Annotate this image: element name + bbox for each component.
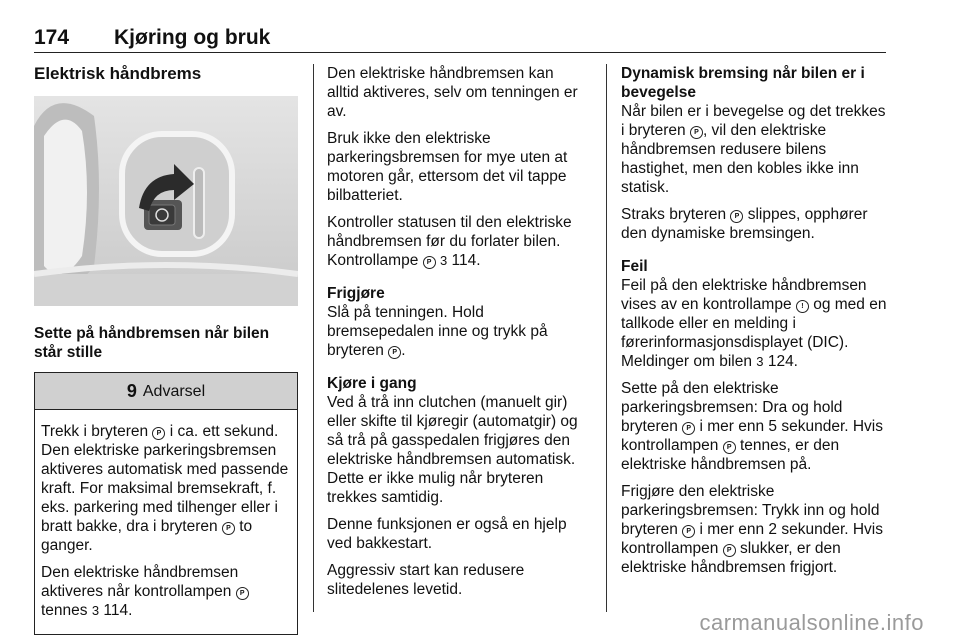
subheading-dynamic-braking: Dynamisk bremsing når bilen er i bevegelse <box>621 65 865 101</box>
column-divider <box>606 64 607 612</box>
warning-text: Trekk i bryteren <box>41 423 149 440</box>
warning-text: i ca. ett sekund. Den elektriske parkeringsbremsen aktiveres automatisk med passende kraft. For maksimal bremsekraft, f. eks. parkering med tilhenger eller i bratt bakke, dra i bryteren <box>41 423 289 535</box>
parking-brake-illustration <box>34 96 298 306</box>
column-right <box>621 64 889 585</box>
parking-brake-icon: P <box>690 126 703 139</box>
figure-caption: Sette på håndbremsen når bilen står stille <box>34 325 270 361</box>
paragraph-text: , vil den elektriske håndbremsen redusere bilens hastighet, men den kobles ikke inn statisk. <box>621 122 859 196</box>
paragraph-text: i mer enn 2 sekunder. Hvis kontrollampen <box>621 521 883 557</box>
parking-brake-icon: P <box>222 522 235 535</box>
paragraph-text: Slå på tenningen. Hold bremsepedalen inne og trykk på bryteren <box>327 304 548 359</box>
paragraph-text: og med en tallkode eller en melding i førerinformasjonsdisplayet (DIC). Meldinger om bilen <box>621 296 887 370</box>
paragraph-text: . <box>401 342 406 359</box>
parking-brake-icon: P <box>423 256 436 269</box>
paragraph <box>327 213 589 270</box>
reference-arrow-icon: 3 <box>439 253 448 268</box>
subheading-fault: Feil <box>621 258 648 275</box>
parking-brake-icon: P <box>682 422 695 435</box>
warning-box <box>34 372 298 635</box>
paragraph <box>621 276 889 371</box>
warning-paragraph <box>41 422 291 555</box>
paragraph <box>327 303 589 360</box>
subheading-drive-off: Kjøre i gang <box>327 375 417 392</box>
parking-brake-icon: P <box>152 427 165 440</box>
column-divider <box>313 64 314 612</box>
warning-paragraph <box>41 563 291 620</box>
page-reference: 124. <box>763 353 798 370</box>
paragraph <box>621 379 889 474</box>
paragraph: Den elektriske håndbremsen kan alltid aktiveres, selv om tenningen er av. <box>327 65 578 120</box>
warning-body <box>35 410 297 634</box>
paragraph-text: Når bilen er i bevegelse og det trekkes i bryteren <box>621 103 886 139</box>
warning-text: to ganger. <box>41 518 253 554</box>
warning-header <box>35 373 297 410</box>
paragraph-text: slippes, opphører den dynamiske bremsingen. <box>621 206 868 242</box>
warning-text: Den elektriske håndbremsen aktiveres når kontrollampen <box>41 564 239 600</box>
paragraph-text: Sette på den elektriske parkeringsbremsen: Dra og hold bryteren <box>621 380 843 435</box>
paragraph-text: i mer enn 5 sekunder. Hvis kontrollampen <box>621 418 883 454</box>
warning-title: Advarsel <box>142 382 206 400</box>
parking-brake-icon: P <box>723 544 736 557</box>
paragraph-text: Frigjøre den elektriske parkeringsbremsen: Trykk inn og hold bryteren <box>621 483 880 538</box>
parking-brake-icon: P <box>682 525 695 538</box>
paragraph: Ved å trå inn clutchen (manuelt gir) eller skifte til kjøregir (automatgir) og så trå på gasspedalen frigjøres den elektriske håndbremsen automatisk. Dette er ikke mulig når bryteren trekkes samtidig. <box>327 394 578 506</box>
chapter-title: Kjøring og bruk <box>114 26 271 49</box>
fault-warning-icon: ! <box>796 300 809 313</box>
watermark: carmanualsonline.info <box>699 610 924 635</box>
paragraph: Aggressiv start kan redusere slitedelenes levetid. <box>327 562 525 598</box>
reference-arrow-icon: 3 <box>756 354 764 369</box>
parking-brake-icon: P <box>236 587 249 600</box>
paragraph-text: slukker, er den elektriske håndbremsen frigjort. <box>621 540 841 576</box>
parking-brake-icon: P <box>730 210 743 223</box>
paragraph-text: tennes, er den elektriske håndbremsen på. <box>621 437 840 473</box>
subheading-release: Frigjøre <box>327 285 385 302</box>
page-header <box>34 26 886 53</box>
page-number: 174 <box>34 26 70 49</box>
paragraph: Bruk ikke den elektriske parkeringsbremsen for mye uten at motoren går, ettersom det vil tappe bilbatteriet. <box>327 130 568 204</box>
section-title: Elektrisk håndbrems <box>34 64 202 83</box>
paragraph: Denne funksjonen er også en hjelp ved bakkestart. <box>327 516 567 552</box>
paragraph-text: Kontroller statusen til den elektriske håndbremsen før du forlater bilen. Kontrollampe <box>327 214 572 269</box>
paragraph <box>621 205 889 243</box>
column-middle <box>327 64 589 607</box>
reference-arrow-icon: 3 <box>91 603 100 618</box>
warning-text: tennes <box>41 602 88 619</box>
paragraph <box>621 482 889 577</box>
column-left <box>34 64 298 635</box>
page-reference: 114. <box>447 252 481 269</box>
parking-brake-icon: P <box>723 441 736 454</box>
paragraph-text: Straks bryteren <box>621 206 727 223</box>
warning-symbol-icon: 9 <box>126 380 137 401</box>
page-reference: 114. <box>99 602 133 619</box>
paragraph-text: Feil på den elektriske håndbremsen vises av en kontrollampe <box>621 277 867 313</box>
parking-brake-figure <box>34 96 298 306</box>
parking-brake-icon: P <box>388 346 401 359</box>
paragraph <box>621 102 889 197</box>
